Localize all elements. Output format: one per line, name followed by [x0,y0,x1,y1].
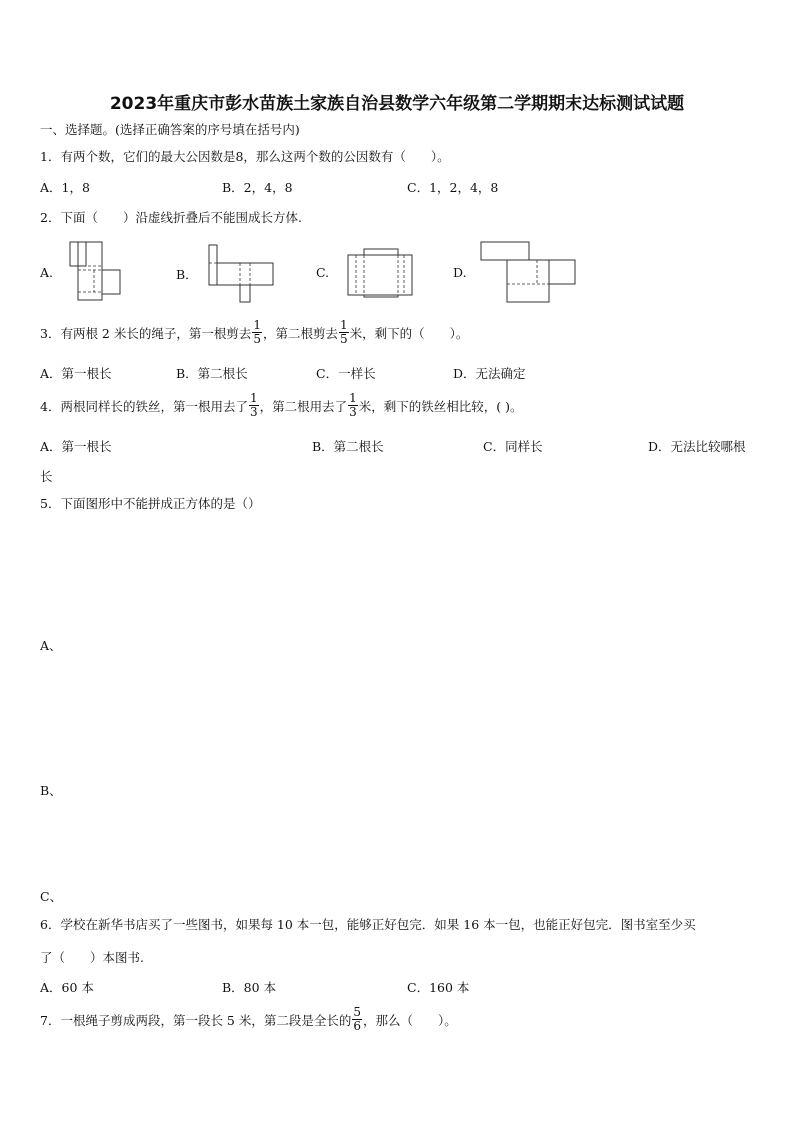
question-2: 2．下面（ ）沿虚线折叠后不能围成长方体. [40,210,302,225]
q5-option-a: A、 [40,638,62,653]
net-figure-b [207,243,277,305]
q4-fraction-1-denominator: 3 [249,405,258,419]
q7-text-end: ，那么（ ）。 [363,1012,457,1028]
q4-option-d-continued: 长 [40,469,53,484]
q2-option-d: D. [453,265,467,280]
q6-option-b: B．80 本 [222,980,277,995]
page-title: 2023年重庆市彭水苗族土家族自治县数学六年级第二学期期末达标测试试题 [109,94,685,114]
q2-option-a: A. [40,265,54,280]
q3-option-c: C．一样长 [316,366,376,381]
q4-text-end: 米，剩下的铁丝相比较，( )。 [358,398,523,414]
q6-option-c: C．160 本 [407,980,470,995]
q3-option-d: D．无法确定 [453,366,526,381]
q4-option-a: A．第一根长 [40,439,112,454]
q3-text-mid: ，第二根剪去 [263,325,339,341]
q4-text-mid: ，第二根用去了 [259,398,348,414]
q4-fraction-2-denominator: 3 [349,405,357,419]
q3-fraction-2-denominator: 5 [340,332,348,346]
q4-fraction-1 [249,392,259,419]
q3-text-end: 米，剩下的（ ）。 [349,325,469,341]
question-6-line-1: 6．学校在新华书店买了一些图书，如果每 10 本一包，能够正好包完．如果 16 本一包，也能正好包完．图书室至少买 [40,917,696,932]
q7-text-start: 7．一根绳子剪成两段，第一段长 5 米，第二段是全长的 [40,1012,352,1028]
q3-fraction-2-numerator: 1 [340,318,348,332]
q3-fraction-1 [252,319,262,346]
question-5: 5．下面图形中不能拼成正方体的是（） [40,496,261,511]
q4-fraction-1-numerator: 1 [249,391,258,405]
q4-option-d: D．无法比较哪根 [648,439,746,454]
q1-option-c: C．1，2，4，8 [407,180,499,195]
q4-fraction-2-numerator: 1 [349,391,357,405]
q6-option-a: A．60 本 [40,980,94,995]
net-figure-d [479,240,579,304]
q4-option-c: C．同样长 [483,439,543,454]
section-heading: 一、选择题。(选择正确答案的序号填在括号内) [40,122,300,137]
q3-text-start: 3．有两根 2 米长的绳子，第一根剪去 [40,325,252,341]
q5-option-c: C、 [40,889,63,904]
q1-option-b: B．2，4，8 [222,180,293,195]
q5-option-b: B、 [40,783,62,798]
q7-fraction-denominator: 6 [353,1019,361,1033]
q2-option-c: C. [316,265,330,280]
question-1: 1．有两个数，它们的最大公因数是8，那么这两个数的公因数有（ ）。 [40,149,450,164]
net-figure-a [68,240,124,304]
q3-fraction-1-numerator: 1 [253,318,261,332]
q3-fraction-2 [339,319,349,346]
q7-fraction [352,1006,362,1033]
question-6-line-2: 了（ ）本图书. [40,950,144,965]
question-7 [40,1006,457,1033]
q4-text-start: 4．两根同样长的铁丝，第一根用去了 [40,398,248,414]
q2-option-b: B． [176,267,198,282]
question-3 [40,319,468,346]
q1-option-a: A．1，8 [40,180,90,195]
q4-fraction-2 [348,392,358,419]
q7-fraction-numerator: 5 [353,1005,361,1019]
q4-option-b: B．第二根长 [312,439,384,454]
q3-fraction-1-denominator: 5 [253,332,261,346]
q3-option-b: B．第二根长 [176,366,248,381]
question-4 [40,392,523,419]
q3-option-a: A．第一根长 [40,366,112,381]
net-figure-c [344,247,414,299]
